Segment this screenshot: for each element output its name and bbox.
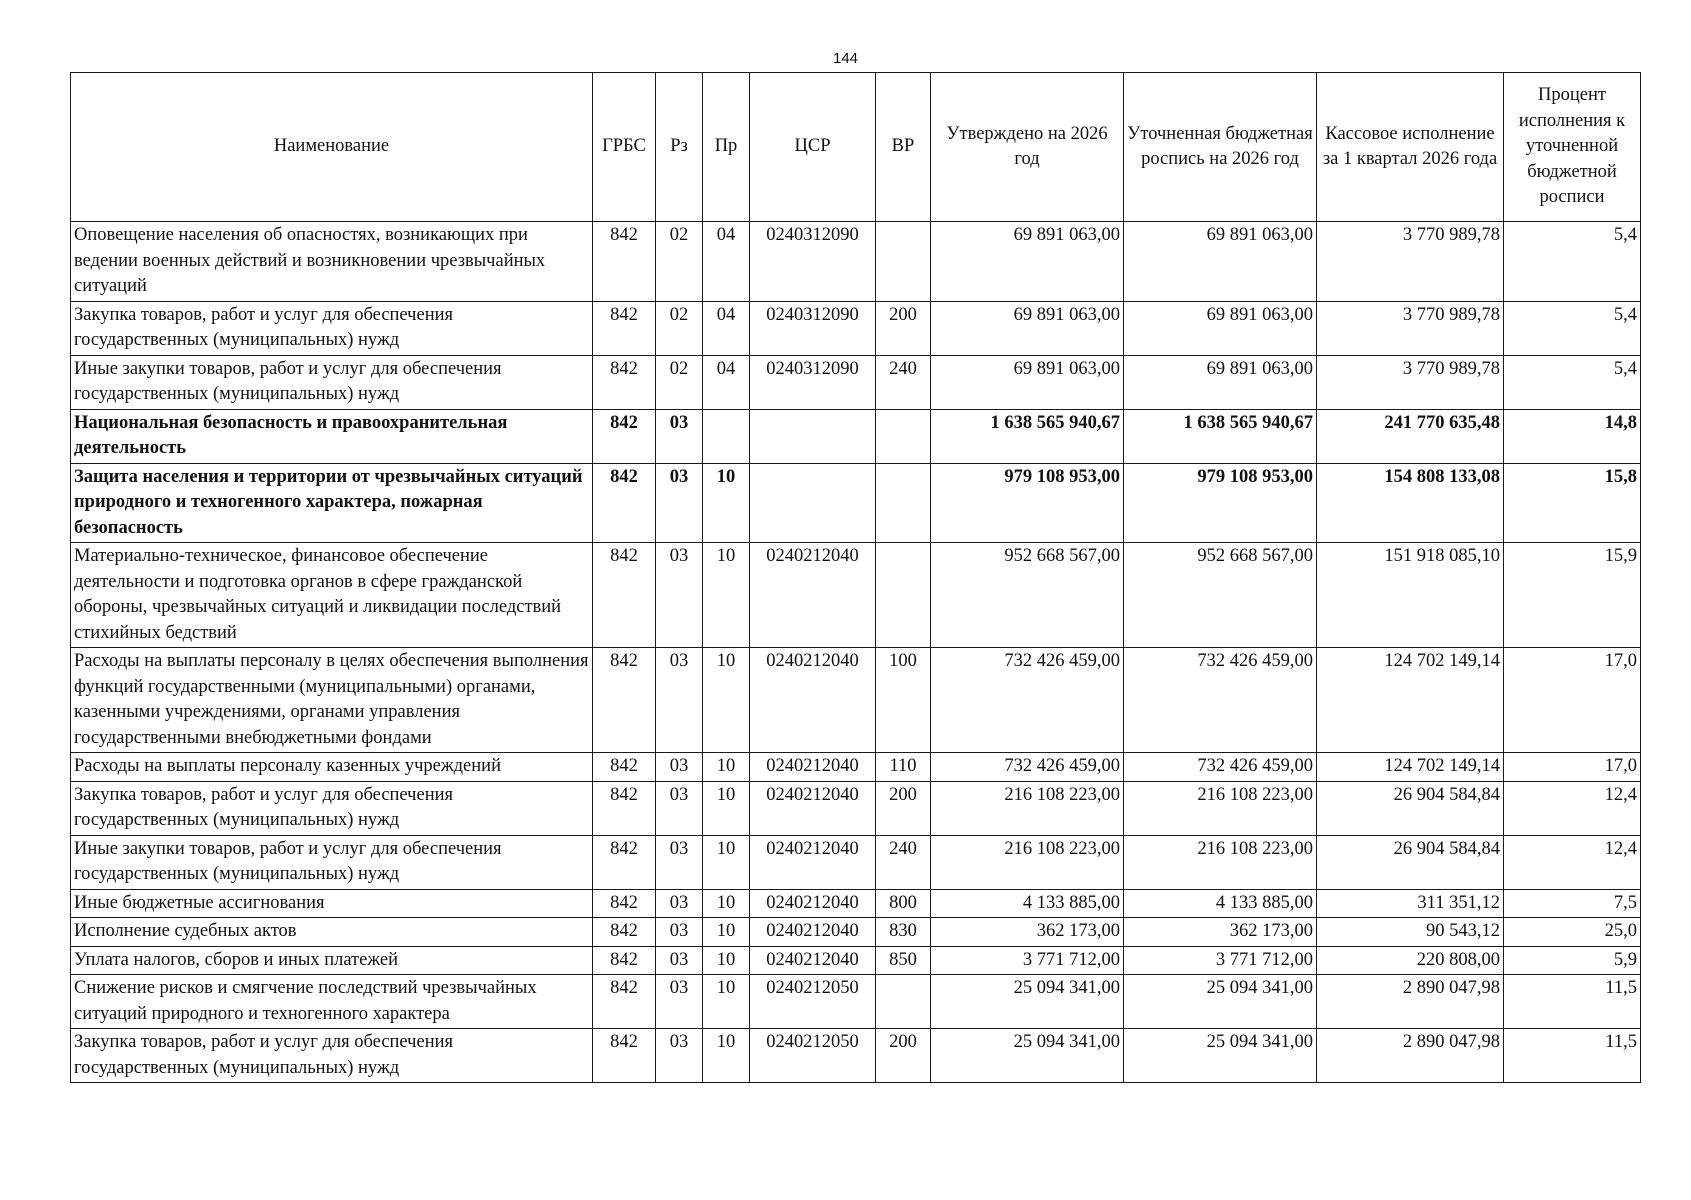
cell-pr: 04 — [703, 355, 750, 409]
table-row — [71, 463, 1641, 543]
cell-percent: 5,4 — [1504, 355, 1641, 409]
cell-grbs: 842 — [593, 355, 656, 409]
cell-grbs: 842 — [593, 975, 656, 1029]
cell-approved: 732 426 459,00 — [931, 753, 1124, 782]
cell-cash: 220 808,00 — [1317, 946, 1504, 975]
cell-csr: 0240212040 — [750, 946, 876, 975]
cell-grbs: 842 — [593, 1029, 656, 1083]
cell-rz: 02 — [656, 301, 703, 355]
cell-vr: 830 — [876, 918, 931, 947]
cell-grbs: 842 — [593, 222, 656, 302]
cell-rz: 03 — [656, 781, 703, 835]
table-row — [71, 889, 1641, 918]
cell-pr: 04 — [703, 301, 750, 355]
header-approved: Утверждено на 2026 год — [931, 73, 1124, 222]
cell-vr: 850 — [876, 946, 931, 975]
cell-name: Закупка товаров, работ и услуг для обеспечения государственных (муниципальных) нужд — [71, 301, 593, 355]
cell-name: Расходы на выплаты персоналу казенных учреждений — [71, 753, 593, 782]
cell-rz: 02 — [656, 222, 703, 302]
cell-refined: 25 094 341,00 — [1124, 975, 1317, 1029]
header-vr: ВР — [876, 73, 931, 222]
header-percent: Процент исполнения к уточненной бюджетной росписи — [1504, 73, 1641, 222]
cell-cash: 154 808 133,08 — [1317, 463, 1504, 543]
cell-percent: 7,5 — [1504, 889, 1641, 918]
cell-csr: 0240212040 — [750, 918, 876, 947]
page-number: 144 — [832, 50, 859, 67]
table-row — [71, 301, 1641, 355]
table-row — [71, 355, 1641, 409]
cell-grbs: 842 — [593, 301, 656, 355]
cell-percent: 15,9 — [1504, 543, 1641, 648]
cell-pr: 10 — [703, 918, 750, 947]
cell-pr: 10 — [703, 648, 750, 753]
cell-percent: 25,0 — [1504, 918, 1641, 947]
cell-rz: 03 — [656, 946, 703, 975]
cell-approved: 1 638 565 940,67 — [931, 409, 1124, 463]
cell-vr: 100 — [876, 648, 931, 753]
cell-percent: 12,4 — [1504, 835, 1641, 889]
header-cash: Кассовое исполнение за 1 квартал 2026 года — [1317, 73, 1504, 222]
cell-csr — [750, 409, 876, 463]
cell-approved: 69 891 063,00 — [931, 301, 1124, 355]
cell-vr: 110 — [876, 753, 931, 782]
cell-approved: 952 668 567,00 — [931, 543, 1124, 648]
cell-name: Защита населения и территории от чрезвычайных ситуаций природного и техногенного характера, пожарная безопасность — [71, 463, 593, 543]
cell-csr: 0240212040 — [750, 753, 876, 782]
cell-approved: 69 891 063,00 — [931, 355, 1124, 409]
cell-grbs: 842 — [593, 753, 656, 782]
table-header — [71, 73, 1641, 222]
table-row — [71, 835, 1641, 889]
cell-rz: 03 — [656, 918, 703, 947]
cell-approved: 216 108 223,00 — [931, 781, 1124, 835]
cell-percent: 5,9 — [1504, 946, 1641, 975]
cell-vr — [876, 463, 931, 543]
cell-pr — [703, 409, 750, 463]
cell-vr: 200 — [876, 1029, 931, 1083]
cell-approved: 216 108 223,00 — [931, 835, 1124, 889]
cell-cash: 3 770 989,78 — [1317, 301, 1504, 355]
cell-cash: 26 904 584,84 — [1317, 781, 1504, 835]
cell-refined: 69 891 063,00 — [1124, 355, 1317, 409]
cell-refined: 952 668 567,00 — [1124, 543, 1317, 648]
cell-approved: 362 173,00 — [931, 918, 1124, 947]
cell-name: Закупка товаров, работ и услуг для обеспечения государственных (муниципальных) нужд — [71, 781, 593, 835]
cell-grbs: 842 — [593, 835, 656, 889]
cell-refined: 216 108 223,00 — [1124, 835, 1317, 889]
cell-vr: 240 — [876, 835, 931, 889]
cell-refined: 362 173,00 — [1124, 918, 1317, 947]
cell-csr: 0240312090 — [750, 355, 876, 409]
cell-vr: 800 — [876, 889, 931, 918]
cell-name: Расходы на выплаты персоналу в целях обеспечения выполнения функций государственными (муниципальными) органами, казенными учреждениями, органами управления государственными внебюджетными фондами — [71, 648, 593, 753]
table-row — [71, 648, 1641, 753]
header-grbs: ГРБС — [593, 73, 656, 222]
cell-grbs: 842 — [593, 889, 656, 918]
cell-rz: 03 — [656, 889, 703, 918]
cell-cash: 241 770 635,48 — [1317, 409, 1504, 463]
cell-cash: 151 918 085,10 — [1317, 543, 1504, 648]
cell-grbs: 842 — [593, 648, 656, 753]
table-row — [71, 918, 1641, 947]
cell-cash: 2 890 047,98 — [1317, 1029, 1504, 1083]
header-pr: Пр — [703, 73, 750, 222]
cell-csr: 0240212050 — [750, 975, 876, 1029]
cell-refined: 4 133 885,00 — [1124, 889, 1317, 918]
cell-rz: 03 — [656, 543, 703, 648]
cell-approved: 69 891 063,00 — [931, 222, 1124, 302]
header-csr: ЦСР — [750, 73, 876, 222]
table-row — [71, 1029, 1641, 1083]
cell-name: Иные закупки товаров, работ и услуг для обеспечения государственных (муниципальных) нужд — [71, 355, 593, 409]
cell-percent: 15,8 — [1504, 463, 1641, 543]
cell-refined: 216 108 223,00 — [1124, 781, 1317, 835]
cell-grbs: 842 — [593, 946, 656, 975]
cell-approved: 4 133 885,00 — [931, 889, 1124, 918]
header-rz: Рз — [656, 73, 703, 222]
cell-pr: 10 — [703, 835, 750, 889]
table-row — [71, 222, 1641, 302]
cell-rz: 03 — [656, 975, 703, 1029]
cell-rz: 03 — [656, 1029, 703, 1083]
cell-cash: 90 543,12 — [1317, 918, 1504, 947]
cell-pr: 10 — [703, 889, 750, 918]
table-row — [71, 543, 1641, 648]
cell-approved: 732 426 459,00 — [931, 648, 1124, 753]
cell-rz: 03 — [656, 753, 703, 782]
cell-percent: 5,4 — [1504, 301, 1641, 355]
header-row — [71, 73, 1641, 222]
cell-percent: 17,0 — [1504, 753, 1641, 782]
cell-cash: 3 770 989,78 — [1317, 355, 1504, 409]
cell-csr: 0240212040 — [750, 835, 876, 889]
cell-cash: 124 702 149,14 — [1317, 648, 1504, 753]
cell-rz: 03 — [656, 648, 703, 753]
cell-name: Уплата налогов, сборов и иных платежей — [71, 946, 593, 975]
cell-approved: 3 771 712,00 — [931, 946, 1124, 975]
cell-refined: 1 638 565 940,67 — [1124, 409, 1317, 463]
cell-name: Исполнение судебных актов — [71, 918, 593, 947]
cell-pr: 10 — [703, 543, 750, 648]
cell-cash: 3 770 989,78 — [1317, 222, 1504, 302]
cell-csr — [750, 463, 876, 543]
cell-csr: 0240312090 — [750, 301, 876, 355]
cell-grbs: 842 — [593, 543, 656, 648]
cell-grbs: 842 — [593, 409, 656, 463]
cell-csr: 0240212040 — [750, 648, 876, 753]
cell-pr: 10 — [703, 975, 750, 1029]
cell-cash: 26 904 584,84 — [1317, 835, 1504, 889]
cell-grbs: 842 — [593, 463, 656, 543]
header-name: Наименование — [71, 73, 593, 222]
cell-name: Снижение рисков и смягчение последствий чрезвычайных ситуаций природного и техногенного характера — [71, 975, 593, 1029]
cell-vr: 200 — [876, 781, 931, 835]
cell-rz: 02 — [656, 355, 703, 409]
cell-name: Закупка товаров, работ и услуг для обеспечения государственных (муниципальных) нужд — [71, 1029, 593, 1083]
cell-name: Национальная безопасность и правоохранительная деятельность — [71, 409, 593, 463]
cell-refined: 25 094 341,00 — [1124, 1029, 1317, 1083]
cell-csr: 0240212040 — [750, 889, 876, 918]
cell-vr — [876, 975, 931, 1029]
cell-approved: 25 094 341,00 — [931, 975, 1124, 1029]
cell-name: Оповещение населения об опасностях, возникающих при ведении военных действий и возникновении чрезвычайных ситуаций — [71, 222, 593, 302]
header-refined: Уточненная бюджетная роспись на 2026 год — [1124, 73, 1317, 222]
cell-csr: 0240312090 — [750, 222, 876, 302]
cell-percent: 11,5 — [1504, 1029, 1641, 1083]
cell-pr: 10 — [703, 753, 750, 782]
cell-refined: 732 426 459,00 — [1124, 648, 1317, 753]
cell-csr: 0240212040 — [750, 543, 876, 648]
cell-vr — [876, 222, 931, 302]
budget-table — [70, 72, 1641, 1083]
cell-rz: 03 — [656, 463, 703, 543]
cell-refined: 732 426 459,00 — [1124, 753, 1317, 782]
cell-percent: 14,8 — [1504, 409, 1641, 463]
cell-approved: 979 108 953,00 — [931, 463, 1124, 543]
table-row — [71, 781, 1641, 835]
cell-vr — [876, 409, 931, 463]
cell-percent: 5,4 — [1504, 222, 1641, 302]
cell-vr — [876, 543, 931, 648]
cell-pr: 10 — [703, 946, 750, 975]
cell-grbs: 842 — [593, 781, 656, 835]
cell-percent: 11,5 — [1504, 975, 1641, 1029]
cell-cash: 2 890 047,98 — [1317, 975, 1504, 1029]
table-row — [71, 753, 1641, 782]
cell-rz: 03 — [656, 835, 703, 889]
cell-csr: 0240212050 — [750, 1029, 876, 1083]
cell-pr: 10 — [703, 1029, 750, 1083]
cell-percent: 17,0 — [1504, 648, 1641, 753]
cell-percent: 12,4 — [1504, 781, 1641, 835]
cell-pr: 04 — [703, 222, 750, 302]
cell-approved: 25 094 341,00 — [931, 1029, 1124, 1083]
cell-name: Иные закупки товаров, работ и услуг для обеспечения государственных (муниципальных) нужд — [71, 835, 593, 889]
table-row — [71, 409, 1641, 463]
cell-rz: 03 — [656, 409, 703, 463]
cell-cash: 124 702 149,14 — [1317, 753, 1504, 782]
cell-vr: 240 — [876, 355, 931, 409]
cell-name: Материально-техническое, финансовое обеспечение деятельности и подготовка органов в сфере гражданской обороны, чрезвычайных ситуаций и ликвидации последствий стихийных бедствий — [71, 543, 593, 648]
table-row — [71, 975, 1641, 1029]
cell-refined: 69 891 063,00 — [1124, 301, 1317, 355]
cell-refined: 3 771 712,00 — [1124, 946, 1317, 975]
cell-refined: 69 891 063,00 — [1124, 222, 1317, 302]
cell-cash: 311 351,12 — [1317, 889, 1504, 918]
cell-csr: 0240212040 — [750, 781, 876, 835]
table-body — [71, 222, 1641, 1083]
table-row — [71, 946, 1641, 975]
cell-name: Иные бюджетные ассигнования — [71, 889, 593, 918]
cell-pr: 10 — [703, 463, 750, 543]
cell-vr: 200 — [876, 301, 931, 355]
cell-pr: 10 — [703, 781, 750, 835]
cell-grbs: 842 — [593, 918, 656, 947]
cell-refined: 979 108 953,00 — [1124, 463, 1317, 543]
